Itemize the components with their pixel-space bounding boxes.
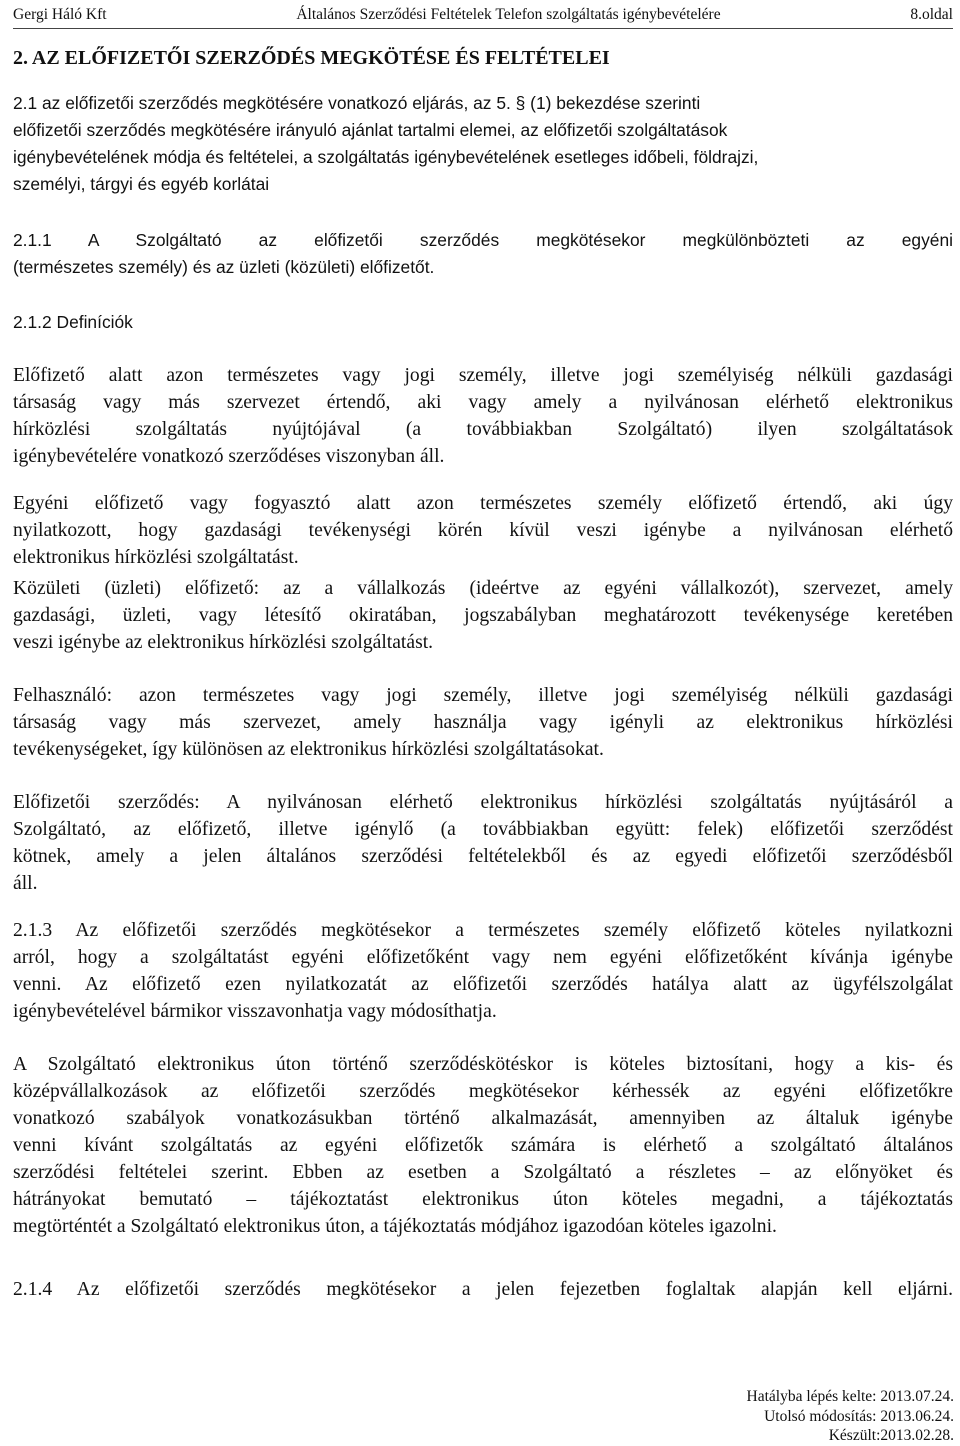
section-2-1-4: 2.1.4 Az előfizetői szerződés megkötésekor a jelen fejezetben foglaltak alapján kell eljárni.	[13, 1279, 953, 1300]
text-line: Egyéni előfizető vagy fogyasztó alatt azon természetes személy előfizető értendő, aki úgy	[13, 493, 953, 514]
definition-kozuleti	[13, 575, 953, 656]
footer-created-date: Készült:2013.02.28.	[828, 1427, 954, 1444]
text-line: arról, hogy a szolgáltatást egyéni előfizetőként vagy nem egyéni előfizetőként kívánja igénybe	[13, 947, 953, 968]
text-line: igénybevételére vonatkozó szerződéses viszonyban áll.	[13, 446, 445, 467]
text-line: Előfizető alatt azon természetes vagy jogi személy, illetve jogi személyiség nélküli gazdasági	[13, 365, 953, 386]
definition-elofizeto	[13, 362, 953, 470]
text-line: igénybevételével bármikor visszavonhatja vagy módosíthatja.	[13, 1001, 497, 1022]
text-line: társaság vagy más szervezet, amely használja vagy igényli az elektronikus hírközlési	[13, 712, 953, 733]
text-line: nyilatkozott, hogy gazdasági tevékenységi körén kívül veszi igénybe a nyilvánosan elérhető	[13, 520, 953, 541]
text-line: A Szolgáltató elektronikus úton történő szerződéskötéskor is köteles biztosítani, hogy a kis- és	[13, 1054, 953, 1075]
text-line: venni kívánt szolgáltatás az egyéni előfizetők számára is elérhető a szolgáltató általános	[13, 1135, 953, 1156]
text-line: hírközlési szolgáltatás nyújtójával (a továbbiakban Szolgáltató) ilyen szolgáltatások	[13, 419, 953, 440]
header-page-number: 8.oldal	[910, 6, 953, 23]
text-line: Felhasználó: azon természetes vagy jogi személy, illetve jogi személyiség nélküli gazdasági	[13, 685, 953, 706]
text-line: előfizetői szerződés megkötésére irányuló ajánlat tartalmi elemei, az előfizetői szolgáltatások	[13, 120, 728, 140]
text-line: kötnek, amely a jelen általános szerződési feltételekből és az egyedi előfizetői szerződésből	[13, 846, 953, 867]
header-company: Gergi Háló Kft	[13, 6, 107, 23]
text-line: személyi, tárgyi és egyéb korlátai	[13, 174, 270, 194]
text-line: Közületi (üzleti) előfizető: az a vállalkozás (ideértve az egyéni vállalkozót), szervezet, amely	[13, 578, 953, 599]
section-2-1-1	[13, 227, 953, 281]
text-line: (természetes személy) és az üzleti (közületi) előfizetőt.	[13, 257, 435, 277]
footer-modified-date: Utolsó módosítás: 2013.06.24.	[764, 1407, 954, 1425]
text-line: vonatkozó szabályok vonatkozásukban történő alkalmazását, amennyiben az általuk igénybe	[13, 1108, 953, 1129]
section-2-1-3	[13, 917, 953, 1025]
header-doc-title: Általános Szerződési Feltételek Telefon szolgáltatás igénybevételére	[296, 6, 721, 23]
text-line: Előfizetői szerződés: A nyilvánosan elérhető elektronikus hírközlési szolgáltatás nyújtásáról a	[13, 792, 953, 813]
definition-egyeni	[13, 490, 953, 571]
text-line: középvállalkozások az előfizetői szerződés megkötésekor kérhessék az egyéni előfizetőkre	[13, 1081, 953, 1102]
definition-felhasznalo	[13, 682, 953, 763]
kkv-paragraph	[13, 1051, 953, 1240]
text-line: társaság vagy más szervezet értendő, aki vagy amely a nyilvánosan elérhető elektronikus	[13, 392, 953, 413]
text-line: 2.1 az előfizetői szerződés megkötésére vonatkozó eljárás, az 5. § (1) bekezdése szerinti	[13, 93, 701, 113]
text-line: áll.	[13, 873, 38, 894]
intro-paragraph	[13, 90, 953, 198]
text-line: veszi igénybe az elektronikus hírközlési szolgáltatást.	[13, 632, 434, 653]
section-title: 2. AZ ELŐFIZETŐI SZERZŐDÉS MEGKÖTÉSE ÉS FELTÉTELEI	[13, 47, 610, 69]
text-line: elektronikus hírközlési szolgáltatást.	[13, 547, 299, 568]
definition-elofizetoi-szerzodes	[13, 789, 953, 897]
footer-effective-date: Hatályba lépés kelte: 2013.07.24.	[746, 1388, 954, 1405]
page-footer	[747, 1387, 954, 1446]
text-line: hátrányokat bemutató – tájékoztatást elektronikus úton köteles megadni, a tájékoztatás	[13, 1189, 953, 1210]
text-line: 2.1.3 Az előfizetői szerződés megkötésekor a természetes személy előfizető köteles nyilatkozni	[13, 920, 953, 941]
text-line: tevékenységeket, így különösen az elektronikus hírközlési szolgáltatásokat.	[13, 739, 604, 760]
text-line: gazdasági, üzleti, vagy létesítő okiratában, jogszabályban meghatározott tevékenysége keretében	[13, 605, 953, 626]
text-line: szerződési feltételei szerint. Ebben az esetben a Szolgáltató a részletes – az előnyöket és	[13, 1162, 953, 1183]
page-header	[13, 6, 953, 29]
section-2-1-2-title: 2.1.2 Definíciók	[13, 312, 133, 332]
text-line: megtörténtét a Szolgáltató elektronikus úton, a tájékoztatás módjához igazodóan köteles igazolni.	[13, 1216, 777, 1237]
text-line: igénybevételének módja és feltételei, a szolgáltatás igénybevételének esetleges időbeli, földrajzi,	[13, 147, 759, 167]
document-page	[13, 6, 953, 1303]
text-line: 2.1.1 A Szolgáltató az előfizetői szerződés megkötésekor megkülönbözteti az egyéni	[13, 230, 953, 250]
text-line: venni. Az előfizető ezen nyilatkozatát az előfizetői szerződés hatálya alatt az ügyfélszolgálat	[13, 974, 953, 995]
text-line: Szolgáltató, az előfizető, illetve igénylő (a továbbiakban együtt: felek) előfizetői szerződést	[13, 819, 953, 840]
